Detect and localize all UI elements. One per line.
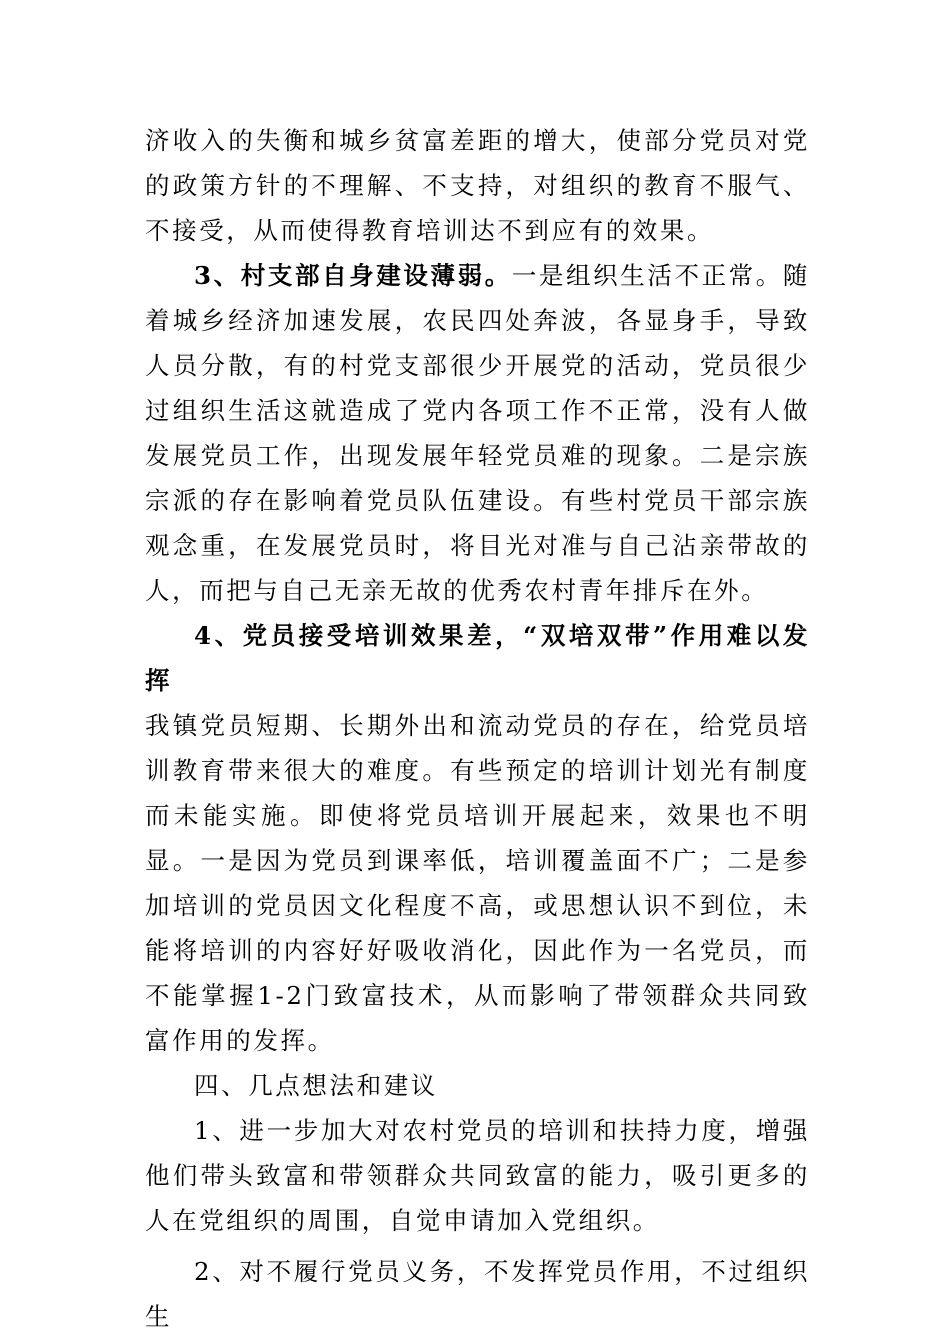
paragraph-body: 一是组织生活不正常。随着城乡经济加速发展，农民四处奔波，各显身手，导致人员分散，有的村党支部很少开展党的活动，党员很少过组织生活这就造成了党内各项工作不正常，没有人做发展党员工作，出现发展年轻党员难的现象。二是宗族宗派的存在影响着党员队伍建设。有些村党员干部宗族观念重，在发展党员时，将目光对准与自己沾亲带故的人，而把与自己无亲无故的优秀农村青年排斥在外。: [145, 261, 810, 605]
document-body: [145, 118, 810, 1339]
paragraph-continuation: 济收入的失衡和城乡贫富差距的增大，使部分党员对党的政策方针的不理解、不支持，对组织的教育不服气、不接受，从而使得教育培训达不到应有的效果。: [145, 126, 810, 245]
section-heading-suggestions: 四、几点想法和建议: [194, 1071, 438, 1100]
suggestion-1: 1、进一步加大对农村党员的培训和扶持力度，增强他们带头致富和带领群众共同致富的能力，吸引更多的人在党组织的周围，自觉申请加入党组织。: [145, 1116, 810, 1235]
paragraph-lead-bold: 4、党员接受培训效果差，“双培双带”作用难以发挥: [145, 621, 810, 695]
paragraph-body: 我镇党员短期、长期外出和流动党员的存在，给党员培训教育带来很大的难度。有些预定的培训计划光有制度而未能实施。即使将党员培训开展起来，效果也不明显。一是因为党员到课率低，培训覆盖面不广；二是参加培训的党员因文化程度不高，或思想认识不到位，未能将培训的内容好好吸收消化，因此作为一名党员，而不能掌握1-2门致富技术，从而影响了带领群众共同致富作用的发挥。: [145, 711, 810, 1055]
paragraph-village-branch: [145, 253, 810, 613]
paragraph-lead-bold: 3、村支部自身建设薄弱。: [194, 261, 512, 290]
paragraph-training-effect: [145, 613, 810, 1063]
suggestion-2: 2、对不履行党员义务，不发挥党员作用，不过组织生: [145, 1257, 810, 1331]
